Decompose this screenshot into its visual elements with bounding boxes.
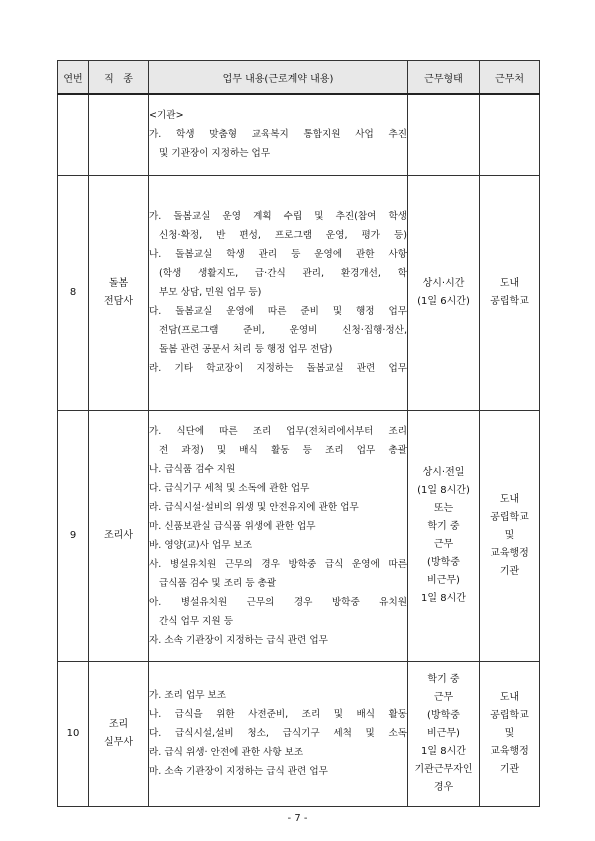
work-type-line: 비근무) — [427, 574, 460, 586]
duties-cell — [149, 175, 408, 410]
workplace-line: 공립학교 — [490, 511, 529, 523]
duty-line: 자. 소속 기관장이 지정하는 급식 관련 업무 — [149, 634, 328, 646]
work-type-line: 학기 중 — [427, 520, 460, 532]
table-row — [58, 94, 540, 175]
workplace-line: 및 — [504, 529, 515, 541]
job-title — [89, 175, 149, 410]
duty-line: 마. 신품보관실 급식품 위생에 관한 업무 — [149, 520, 316, 532]
workplace-line: 도내 — [499, 691, 520, 703]
duty-line: 나. 급식품 검수 지원 — [149, 463, 236, 475]
workplace-line: 기관 — [499, 565, 520, 577]
work-type-line: (1일 8시간) — [417, 484, 470, 496]
table-row — [58, 410, 540, 661]
duty-line: 다. 급식시설,설비 청소, 급식기구 세척 및 소독 — [149, 728, 407, 739]
job-duties-table — [57, 60, 540, 807]
work-type-line: 1일 8시간 — [421, 745, 466, 757]
duties-cell — [149, 94, 408, 175]
workplace — [480, 410, 540, 661]
workplace-line: 도내 — [499, 493, 520, 505]
work-type-line: 기관근무자인 — [414, 763, 473, 775]
work-type-line: 1일 8시간 — [421, 592, 466, 604]
workplace-line: 교육행정 — [490, 547, 529, 559]
workplace-line: 도내 — [499, 277, 520, 289]
work-type — [408, 661, 480, 806]
duty-line: 신청·확정, 반 편성, 프로그램 운영, 평가 등) — [159, 230, 407, 241]
workplace — [480, 661, 540, 806]
duty-line: 가. 학생 맞춤형 교육복지 통합지원 사업 추진 — [149, 129, 407, 141]
duty-line: 마. 소속 기관장이 지정하는 급식 관련 업무 — [149, 766, 328, 777]
work-type — [408, 94, 480, 175]
duty-line: 및 기관장이 지정하는 업무 — [159, 148, 271, 160]
header-duties: 업무 내용(근로계약 내용) — [149, 61, 408, 95]
workplace-line: 및 — [504, 727, 515, 739]
table-header-row — [58, 61, 540, 95]
job-title-line: 돌봄 — [108, 277, 129, 289]
work-type-line: 근무 — [433, 538, 454, 550]
duty-line: 급식품 검수 및 조리 등 총괄 — [159, 577, 277, 589]
duty-line: 나. 급식을 위한 사전준비, 조리 및 배식 활동 — [149, 709, 407, 720]
duty-line: 라. 급식 위생· 안전에 관한 사항 보조 — [149, 747, 304, 758]
workplace-line: 기관 — [499, 763, 520, 775]
duty-line: (학생 생활지도, 급·간식 관리, 환경개선, 학 — [159, 268, 407, 279]
header-role: 직 종 — [89, 61, 149, 95]
header-num: 연번 — [58, 61, 89, 95]
row-number: 8 — [58, 175, 89, 410]
duty-line: 간식 업무 지원 등 — [159, 615, 234, 627]
work-type-line: 상시·전일 — [422, 466, 465, 478]
work-type-line: (방학중 — [427, 556, 460, 568]
job-title — [89, 410, 149, 661]
table-row — [58, 661, 540, 806]
duty-line: 가. 식단에 따른 조리 업무(전처리에서부터 조리 — [149, 425, 407, 437]
duty-line: 라. 급식시설·설비의 위생 및 안전유지에 관한 업무 — [149, 501, 359, 513]
duty-line: 바. 영양(교)사 업무 보조 — [149, 539, 253, 551]
work-type — [408, 410, 480, 661]
work-type-line: (1일 6시간) — [417, 295, 470, 307]
work-type-line: 근무 — [433, 691, 454, 703]
duty-line: 부모 상담, 민원 업무 등) — [159, 287, 262, 298]
page-number: - 7 - — [287, 813, 308, 824]
workplace-line: 교육행정 — [490, 745, 529, 757]
work-type-line: (방학중 — [427, 709, 460, 721]
work-type-line: 비근무) — [427, 727, 460, 739]
row-number: 9 — [58, 410, 89, 661]
job-title-line: 전담사 — [104, 295, 133, 307]
header-work-type: 근무형태 — [408, 61, 480, 95]
workplace — [480, 175, 540, 410]
work-type-line: 학기 중 — [427, 673, 460, 685]
duties-cell — [149, 661, 408, 806]
job-title — [89, 661, 149, 806]
duty-line: 사. 병설유치원 근무의 경우 방학중 급식 운영에 따른 — [149, 558, 407, 570]
duty-line: 다. 급식기구 세척 및 소독에 관한 업무 — [149, 482, 310, 494]
work-type-line: 또는 — [433, 502, 454, 514]
duty-line: <기관> — [149, 110, 184, 122]
header-workplace: 근무처 — [480, 61, 540, 95]
row-number — [58, 94, 89, 175]
duty-line: 가. 돌봄교실 운영 계획 수립 및 추진(참여 학생 — [149, 211, 407, 222]
workplace-line: 공립학교 — [490, 295, 529, 307]
duties-cell — [149, 410, 408, 661]
row-number: 10 — [58, 661, 89, 806]
workplace — [480, 94, 540, 175]
job-title-line: 조리 — [108, 718, 129, 730]
duty-line: 전 과정) 및 배식 활동 등 조리 업무 총괄 — [159, 444, 407, 456]
job-title-line: 조리사 — [104, 529, 133, 541]
job-title-line: 실무사 — [104, 736, 133, 748]
duty-line: 돌봄 관련 공문서 처리 등 행정 업무 전담) — [159, 344, 333, 355]
work-type — [408, 175, 480, 410]
workplace-line: 공립학교 — [490, 709, 529, 721]
duty-line: 아. 병설유치원 근무의 경우 방학중 유치원 — [149, 596, 407, 608]
duty-line: 전담(프로그램 준비, 운영비 신청·집행·정산, — [159, 325, 407, 336]
duty-line: 다. 돌봄교실 운영에 따른 준비 및 행정 업무 — [149, 306, 407, 317]
duty-line: 나. 돌봄교실 학생 관리 등 운영에 관한 사항 — [149, 249, 407, 260]
job-title — [89, 94, 149, 175]
work-type-line: 상시·시간 — [422, 277, 465, 289]
table-row — [58, 175, 540, 410]
work-type-line: 경우 — [433, 781, 454, 793]
duty-line: 라. 기타 학교장이 지정하는 돌봄교실 관련 업무 — [149, 363, 407, 374]
duty-line: 가. 조리 업무 보조 — [149, 690, 227, 701]
